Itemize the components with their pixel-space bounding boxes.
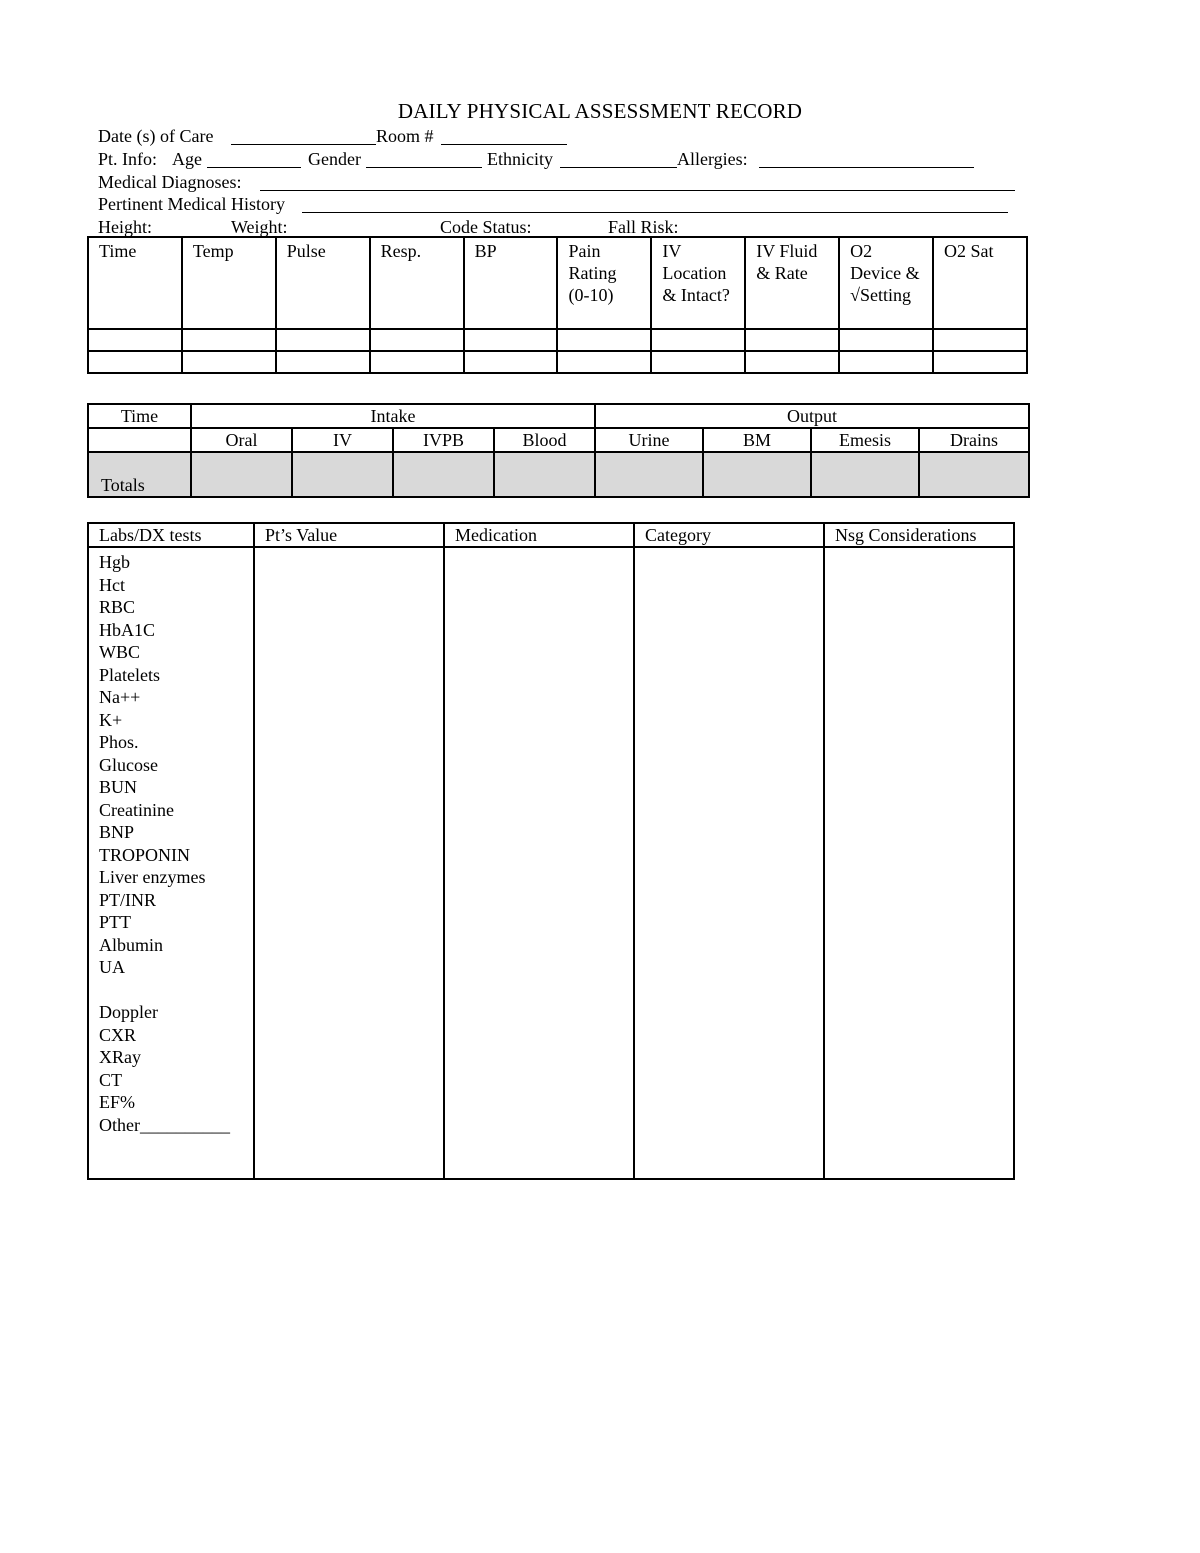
lab-item-other: Other__________ bbox=[99, 1114, 230, 1135]
vitals-col-pain-rating: Pain Rating (0-10) bbox=[557, 237, 651, 329]
io-col-emesis: Emesis bbox=[811, 428, 919, 452]
io-total-cell[interactable] bbox=[919, 452, 1029, 497]
io-total-cell[interactable] bbox=[393, 452, 494, 497]
vitals-cell[interactable] bbox=[745, 351, 839, 373]
vitals-col-iv-fluid: IV Fluid & Rate bbox=[745, 237, 839, 329]
allergies-blank[interactable] bbox=[759, 149, 974, 168]
pmh-label: Pertinent Medical History bbox=[98, 194, 285, 214]
lab-item-rbc: RBC bbox=[99, 597, 136, 617]
vitals-cell[interactable] bbox=[557, 329, 651, 351]
io-total-cell[interactable] bbox=[811, 452, 919, 497]
io-blank-header bbox=[88, 428, 191, 452]
io-group-row bbox=[88, 404, 1029, 428]
labs-header-row bbox=[88, 523, 1014, 547]
labs-body-row bbox=[88, 547, 1014, 1179]
date-of-care-blank[interactable] bbox=[231, 126, 376, 145]
lab-item-albumin: Albumin bbox=[99, 934, 164, 955]
lab-item-hct: Hct bbox=[99, 574, 125, 595]
vitals-cell[interactable] bbox=[557, 351, 651, 373]
form-title: DAILY PHYSICAL ASSESSMENT RECORD bbox=[397, 99, 803, 123]
lab-item-bnp: BNP bbox=[99, 822, 135, 842]
vitals-col-iv-location: IV Location & Intact? bbox=[651, 237, 745, 329]
vitals-cell[interactable] bbox=[651, 329, 745, 351]
io-total-cell[interactable] bbox=[191, 452, 292, 497]
weight-label: Weight: bbox=[231, 217, 288, 237]
lab-item-xray: XRay bbox=[99, 1047, 141, 1067]
vitals-cell[interactable] bbox=[464, 351, 558, 373]
vitals-cell[interactable] bbox=[276, 351, 370, 373]
io-subheader-row bbox=[88, 428, 1029, 452]
lab-item-cxr: CXR bbox=[99, 1024, 137, 1045]
lab-item-sodium: Na++ bbox=[99, 687, 141, 707]
io-col-oral: Oral bbox=[191, 428, 292, 452]
height-label: Height: bbox=[98, 217, 152, 237]
vitals-cell[interactable] bbox=[370, 351, 464, 373]
vitals-cell[interactable] bbox=[182, 351, 276, 373]
lab-item-doppler: Doppler bbox=[99, 1002, 158, 1022]
io-col-ivpb: IVPB bbox=[393, 428, 494, 452]
ethnicity-label: Ethnicity bbox=[487, 149, 553, 169]
lab-item-glucose: Glucose bbox=[99, 754, 158, 775]
medical-diagnoses-label: Medical Diagnoses: bbox=[98, 172, 242, 192]
vitals-cell[interactable] bbox=[933, 351, 1027, 373]
vitals-col-resp: Resp. bbox=[370, 237, 464, 329]
io-time-header: Time bbox=[88, 404, 191, 428]
vitals-cell[interactable] bbox=[88, 351, 182, 373]
vitals-cell[interactable] bbox=[464, 329, 558, 351]
lab-item-liver-enzymes: Liver enzymes bbox=[99, 867, 206, 887]
medical-diagnoses-blank[interactable] bbox=[260, 172, 1015, 191]
vitals-cell[interactable] bbox=[651, 351, 745, 373]
labs-category-cell[interactable] bbox=[634, 547, 824, 1179]
vitals-entry-row bbox=[88, 329, 1027, 351]
io-col-bm: BM bbox=[703, 428, 811, 452]
vitals-entry-row bbox=[88, 351, 1027, 373]
lab-item-wbc: WBC bbox=[99, 642, 141, 662]
lab-item-ct: CT bbox=[99, 1069, 123, 1090]
labs-col-medication: Medication bbox=[444, 523, 634, 547]
lab-item-troponin: TROPONIN bbox=[99, 844, 191, 865]
lab-item-spacer bbox=[99, 979, 243, 1002]
io-col-urine: Urine bbox=[595, 428, 703, 452]
vitals-col-o2-device: O2 Device & √Setting bbox=[839, 237, 933, 329]
vitals-table bbox=[87, 236, 1028, 374]
ethnicity-blank[interactable] bbox=[560, 149, 677, 168]
labs-pt-value-cell[interactable] bbox=[254, 547, 444, 1179]
lab-item-phos: Phos. bbox=[99, 732, 139, 752]
vitals-col-o2-sat: O2 Sat bbox=[933, 237, 1027, 329]
io-totals-label: Totals bbox=[88, 452, 191, 497]
vitals-cell[interactable] bbox=[370, 329, 464, 351]
labs-test-list bbox=[88, 547, 254, 1179]
io-col-drains: Drains bbox=[919, 428, 1029, 452]
vitals-col-time: Time bbox=[88, 237, 182, 329]
lab-item-bun: BUN bbox=[99, 777, 138, 797]
io-totals-row bbox=[88, 452, 1029, 497]
gender-label: Gender bbox=[308, 149, 361, 169]
vitals-cell[interactable] bbox=[745, 329, 839, 351]
vitals-col-temp: Temp bbox=[182, 237, 276, 329]
code-status-label: Code Status: bbox=[440, 217, 532, 237]
vitals-cell[interactable] bbox=[839, 329, 933, 351]
gender-blank[interactable] bbox=[366, 149, 482, 168]
pmh-blank[interactable] bbox=[302, 194, 1008, 213]
room-label: Room # bbox=[376, 126, 434, 146]
vitals-cell[interactable] bbox=[933, 329, 1027, 351]
vitals-col-bp: BP bbox=[464, 237, 558, 329]
labs-nsg-considerations-cell[interactable] bbox=[824, 547, 1014, 1179]
vitals-cell[interactable] bbox=[276, 329, 370, 351]
lab-item-creatinine: Creatinine bbox=[99, 799, 174, 820]
allergies-label: Allergies: bbox=[677, 149, 748, 169]
labs-col-nsg-considerations: Nsg Considerations bbox=[824, 523, 1014, 547]
lab-item-potassium: K+ bbox=[99, 709, 123, 730]
io-total-cell[interactable] bbox=[595, 452, 703, 497]
vitals-cell[interactable] bbox=[182, 329, 276, 351]
lab-item-pt-inr: PT/INR bbox=[99, 889, 157, 910]
lab-item-ptt: PTT bbox=[99, 912, 132, 932]
fall-risk-label: Fall Risk: bbox=[608, 217, 679, 237]
io-col-blood: Blood bbox=[494, 428, 595, 452]
io-total-cell[interactable] bbox=[703, 452, 811, 497]
room-blank[interactable] bbox=[441, 126, 567, 145]
lab-item-hgb: Hgb bbox=[99, 552, 130, 572]
vitals-header-row bbox=[88, 237, 1027, 329]
labs-col-category: Category bbox=[634, 523, 824, 547]
pt-info-label: Pt. Info: bbox=[98, 149, 158, 169]
vitals-col-pulse: Pulse bbox=[276, 237, 370, 329]
lab-item-ua: UA bbox=[99, 957, 125, 977]
io-total-cell[interactable] bbox=[494, 452, 595, 497]
intake-output-table bbox=[87, 403, 1030, 498]
vitals-cell[interactable] bbox=[839, 351, 933, 373]
labs-col-pt-value: Pt’s Value bbox=[254, 523, 444, 547]
vitals-cell[interactable] bbox=[88, 329, 182, 351]
age-blank[interactable] bbox=[207, 149, 301, 168]
io-output-header: Output bbox=[595, 404, 1029, 428]
io-intake-header: Intake bbox=[191, 404, 595, 428]
io-total-cell[interactable] bbox=[292, 452, 393, 497]
lab-item-hba1c: HbA1C bbox=[99, 619, 156, 640]
lab-item-platelets: Platelets bbox=[99, 664, 160, 685]
lab-item-ef: EF% bbox=[99, 1092, 135, 1112]
labs-table bbox=[87, 522, 1015, 1180]
io-col-iv: IV bbox=[292, 428, 393, 452]
date-of-care-label: Date (s) of Care bbox=[98, 126, 214, 146]
labs-col-tests: Labs/DX tests bbox=[88, 523, 254, 547]
labs-medication-cell[interactable] bbox=[444, 547, 634, 1179]
age-label: Age bbox=[172, 149, 202, 169]
